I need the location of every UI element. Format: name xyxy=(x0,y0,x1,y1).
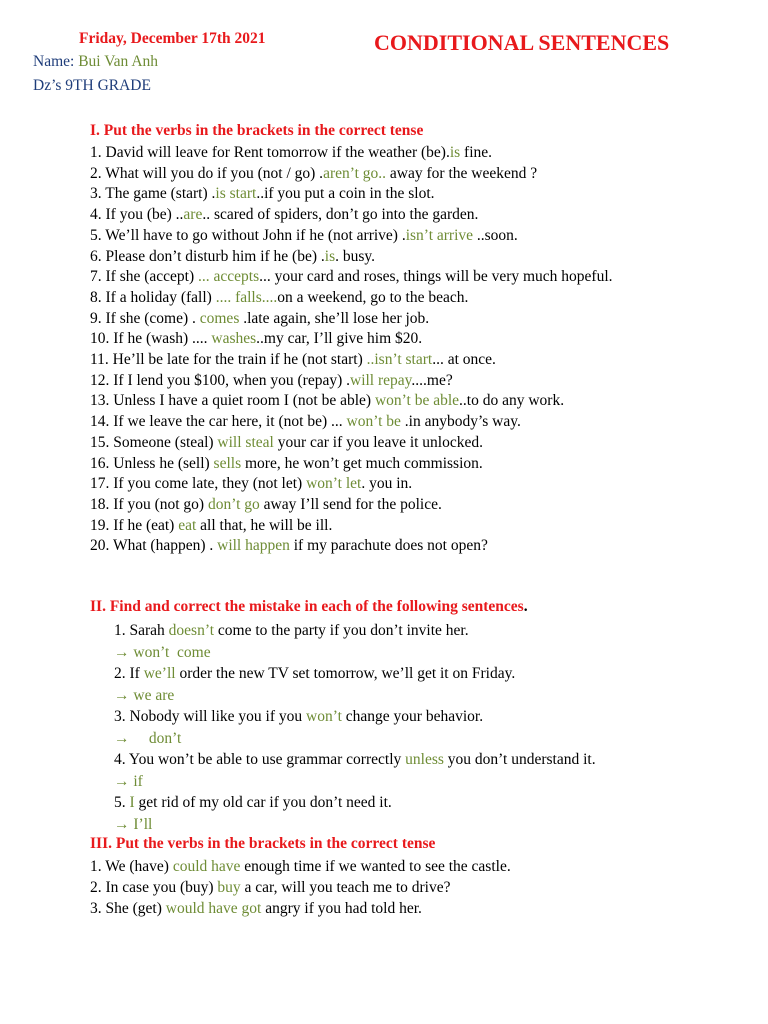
item-text: ... your card and roses, things will be very much hopeful. xyxy=(259,268,613,286)
list-item xyxy=(90,433,690,454)
item-text: enough time if we wanted to see the castle. xyxy=(240,858,511,875)
section-1-list xyxy=(90,143,690,557)
list-item xyxy=(90,856,690,877)
list-item xyxy=(90,474,690,495)
item-answer: could have xyxy=(172,858,241,875)
list-item xyxy=(90,516,690,537)
item-answer: washes xyxy=(211,330,257,348)
item-answer: is xyxy=(449,144,461,161)
item-answer: buy xyxy=(217,879,241,896)
section-1-heading: I. Put the verbs in the brackets in the correct tense xyxy=(90,122,424,139)
item-text: 11. He’ll be late for the train if he (not start) xyxy=(90,351,367,369)
item-text: 3. The game (start) . xyxy=(90,185,216,203)
item-text: 6. Please don’t disturb him if he (be) . xyxy=(90,247,325,265)
item-answer: are xyxy=(183,206,203,224)
list-item xyxy=(90,495,690,516)
list-item xyxy=(90,288,690,309)
item-answer: is xyxy=(324,247,336,265)
section-3-list xyxy=(90,856,690,919)
item-text: on a weekend, go to the beach. xyxy=(277,288,469,306)
item-text: 20. What (happen) . xyxy=(90,537,218,555)
student-name xyxy=(33,53,158,71)
section-3-heading: III. Put the verbs in the brackets in the correct tense xyxy=(90,835,436,852)
item-mistake: won’t xyxy=(306,708,342,725)
item-answer: sells xyxy=(213,454,242,472)
item-correction: → if xyxy=(114,772,143,790)
item-answer: won’t let xyxy=(306,475,362,493)
list-item xyxy=(114,792,714,814)
item-text: 8. If a holiday (fall) xyxy=(90,288,216,306)
date: Friday, December 17th 2021 xyxy=(79,30,266,47)
section-2-heading-end: . xyxy=(523,598,528,615)
item-answer: ..isn’t start xyxy=(366,351,433,369)
item-text: 17. If you come late, they (not let) xyxy=(90,475,307,493)
item-text: 4. You won’t be able to use grammar correctly xyxy=(114,751,406,768)
item-text: order the new TV set tomorrow, we’ll get it on Friday. xyxy=(175,665,516,682)
item-text: 2. If xyxy=(114,665,144,682)
page-title: CONDITIONAL SENTENCES xyxy=(374,30,670,55)
item-text: 19. If he (eat) xyxy=(90,516,179,534)
name-label: Name: xyxy=(33,53,75,70)
item-answer: will repay xyxy=(350,371,412,389)
item-text: away I’ll send for the police. xyxy=(259,495,442,513)
item-text: ..my car, I’ll give him $20. xyxy=(256,330,423,348)
item-text: ....me? xyxy=(411,371,453,389)
list-item xyxy=(90,536,690,557)
item-answer: .... falls.... xyxy=(215,288,278,306)
item-text: 1. Sarah xyxy=(114,622,169,639)
item-text: 15. Someone (steal) xyxy=(90,433,218,451)
item-text: 13. Unless I have a quiet room I (not be able) xyxy=(90,392,375,410)
item-text: 14. If we leave the car here, it (not be) ... xyxy=(90,413,347,431)
item-text: .. scared of spiders, don’t go into the garden. xyxy=(202,206,479,224)
item-mistake: doesn’t xyxy=(168,622,215,639)
item-text: 2. In case you (buy) xyxy=(90,879,218,896)
item-correction: → we are xyxy=(114,686,175,704)
list-item xyxy=(90,143,690,164)
item-text: more, he won’t get much commission. xyxy=(241,454,483,472)
item-answer: eat xyxy=(178,516,197,534)
list-item xyxy=(90,205,690,226)
class-grade: Dz’s 9TH GRADE xyxy=(33,77,151,94)
item-text: 4. If you (be) .. xyxy=(90,206,184,224)
item-text: all that, he will be ill. xyxy=(196,516,333,534)
item-answer: don’t go xyxy=(207,495,260,513)
item-answer: comes xyxy=(199,309,240,327)
item-answer: would have got xyxy=(165,900,262,917)
item-text: away for the weekend ? xyxy=(386,164,538,182)
item-answer: will happen xyxy=(217,537,290,555)
section-2-list xyxy=(114,620,714,835)
list-item xyxy=(90,371,690,392)
item-text: 18. If you (not go) xyxy=(90,495,208,513)
list-item xyxy=(90,267,630,288)
item-text: ..if you put a coin in the slot. xyxy=(256,185,435,203)
item-correction: → I’ll xyxy=(114,815,153,833)
item-text: angry if you had told her. xyxy=(261,900,422,917)
list-item xyxy=(90,412,690,433)
name-value: Bui Van Anh xyxy=(78,53,159,70)
list-item xyxy=(114,749,714,771)
list-item xyxy=(90,391,690,412)
item-answer: won’t be able xyxy=(374,392,460,410)
item-mistake: I xyxy=(129,794,135,811)
list-item xyxy=(90,329,690,350)
item-text: 7. If she (accept) xyxy=(90,268,199,286)
item-answer: isn’t arrive xyxy=(405,226,474,244)
item-text: . busy. xyxy=(335,247,376,265)
list-item xyxy=(90,454,690,475)
item-text: 3. She (get) xyxy=(90,900,166,917)
item-text: your car if you leave it unlocked. xyxy=(273,433,484,451)
item-text: 16. Unless he (sell) xyxy=(90,454,214,472)
item-text: change your behavior. xyxy=(341,708,484,725)
item-text: .late again, she’ll lose her job. xyxy=(239,309,430,327)
list-item xyxy=(90,184,690,205)
item-answer: won’t be xyxy=(346,413,401,431)
item-answer: will steal xyxy=(217,433,274,451)
list-item xyxy=(90,247,690,268)
item-text: 1. We (have) xyxy=(90,858,173,875)
item-answer: aren’t go.. xyxy=(323,164,387,182)
item-text: 12. If I lend you $100, when you (repay) . xyxy=(90,371,350,389)
list-item xyxy=(90,164,690,185)
list-item xyxy=(90,309,690,330)
item-text: 9. If she (come) . xyxy=(90,309,200,327)
item-text: 5. We’ll have to go without John if he (not arrive) . xyxy=(90,226,406,244)
item-mistake: we’ll xyxy=(143,665,176,682)
item-text: 10. If he (wash) .... xyxy=(90,330,212,348)
list-item xyxy=(114,620,714,642)
item-text: ... at once. xyxy=(432,351,496,369)
item-correction: → don’t xyxy=(114,729,182,747)
item-text: come to the party if you don’t invite her. xyxy=(214,622,469,639)
item-correction: → won’t come xyxy=(114,643,211,661)
section-2-heading-text: II. Find and correct the mistake in each of the following sentences xyxy=(90,598,524,615)
item-text: get rid of my old car if you don’t need it. xyxy=(134,794,392,811)
item-text: .in anybody’s way. xyxy=(400,413,521,431)
item-text: 2. What will you do if you (not / go) . xyxy=(90,164,324,182)
section-2-heading xyxy=(90,598,528,616)
item-answer: is start xyxy=(215,185,257,203)
list-item xyxy=(90,226,690,247)
list-item xyxy=(90,877,690,898)
list-item xyxy=(114,706,714,728)
item-text: . you in. xyxy=(361,475,413,493)
item-text: you don’t understand it. xyxy=(443,751,596,768)
item-text: 5. xyxy=(114,794,130,811)
item-text: 1. David will leave for Rent tomorrow if the weather (be). xyxy=(90,144,450,161)
item-text: ..soon. xyxy=(473,226,518,244)
item-text: if my parachute does not open? xyxy=(289,537,488,555)
list-item xyxy=(114,663,714,685)
list-item xyxy=(90,898,690,919)
list-item xyxy=(90,350,690,371)
item-text: fine. xyxy=(460,144,493,161)
item-answer: ... accepts xyxy=(198,268,260,286)
item-text: a car, will you teach me to drive? xyxy=(240,879,451,896)
item-mistake: unless xyxy=(405,751,444,768)
item-text: ..to do any work. xyxy=(459,392,565,410)
item-text: 3. Nobody will like you if you xyxy=(114,708,307,725)
